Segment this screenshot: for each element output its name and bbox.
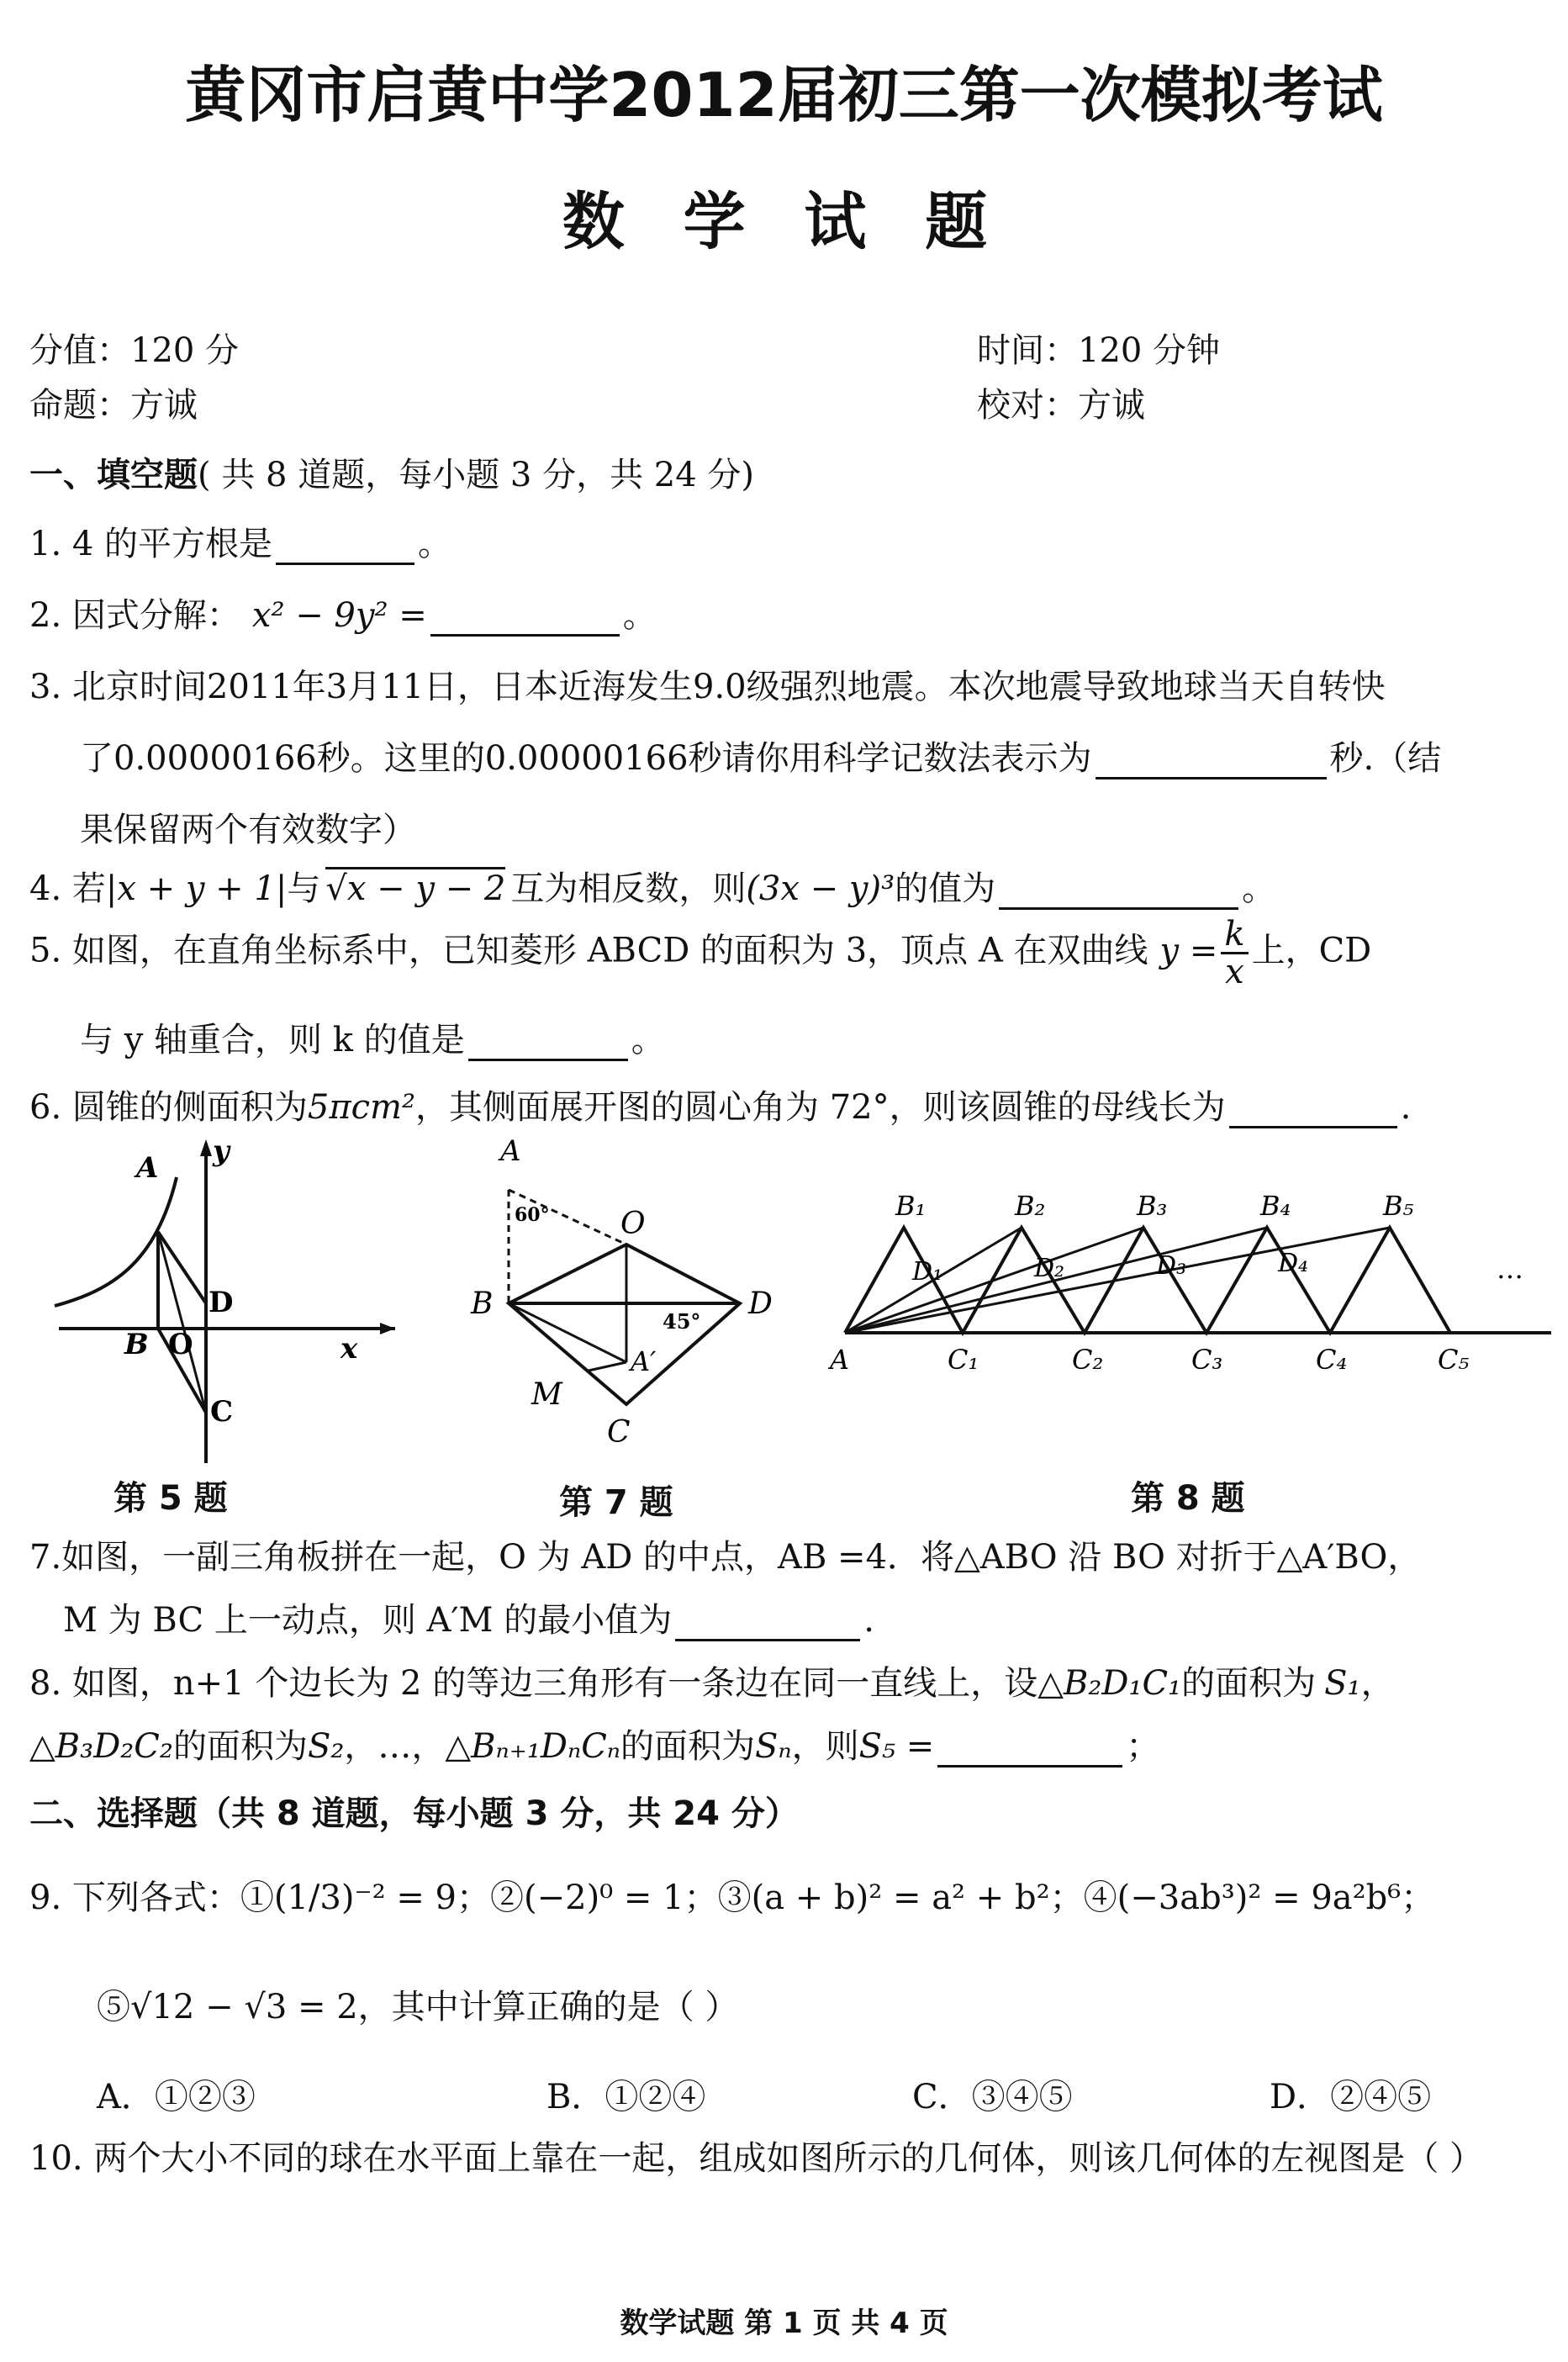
fig8-label-b3: B₃ — [1137, 1190, 1168, 1222]
section1-header — [29, 448, 754, 496]
q3-blank[interactable] — [1095, 745, 1327, 779]
q8-end: ； — [1126, 1727, 1160, 1766]
q8-comma: ， — [1360, 1664, 1395, 1703]
question-9-line1: 9. 下列各式：①(1/3)⁻² = 9；②(−2)⁰ = 1；③(a + b)² = a² + b²；④(−3ab³)² = 9a²b⁶； — [29, 1879, 1435, 1917]
question-3-line2 — [80, 732, 1441, 779]
q5-end1: 上，CD — [1251, 931, 1372, 970]
fig7-label-o: O — [620, 1207, 646, 1241]
fig7-angle-60: 60° — [515, 1204, 550, 1226]
question-9-line2: ⑤√12 − √3 = 2，其中计算正确的是（ ） — [97, 1988, 739, 2026]
fig5-label-c: C — [210, 1395, 234, 1429]
q4-sqrt: √x − y − 2 — [325, 867, 505, 908]
fig8-label-c3: C₃ — [1191, 1344, 1223, 1376]
q4-abs: |x + y + 1| — [105, 869, 288, 908]
q5-text: 5. 如图，在直角坐标系中，已知菱形 ABCD 的面积为 3，顶点 A 在双曲线 — [29, 931, 1148, 970]
page-title: 黄冈市启黄中学2012届初三第一次模拟考试 — [185, 60, 1383, 130]
q8-triangle-1: B₂D₁C₁ — [1063, 1664, 1182, 1703]
figure-5 — [42, 1131, 420, 1467]
q9-option-d[interactable]: D．②④⑤ — [1270, 2078, 1432, 2116]
q5-blank[interactable] — [468, 1027, 628, 1061]
fig8-label-b4: B₄ — [1260, 1190, 1291, 1222]
q8-s5: S₅ = — [858, 1727, 935, 1766]
question-5-line1 — [29, 917, 1371, 990]
q2-blank[interactable] — [430, 602, 620, 637]
q9-option-c[interactable]: C．③④⑤ — [912, 2078, 1073, 2116]
q6-expr: 5πcm² — [307, 1088, 415, 1127]
q4-with: 与 — [287, 869, 321, 908]
question-6 — [29, 1081, 1411, 1128]
q8-triangle-sym: △ — [29, 1727, 55, 1766]
q5-text2: 与 y 轴重合，则 k 的值是 — [80, 1021, 465, 1059]
q4-end: 。 — [1242, 869, 1276, 908]
fig5-label-b: B — [124, 1328, 149, 1361]
q6-end: . — [1400, 1088, 1412, 1127]
q8-sn: Sₙ — [755, 1727, 792, 1766]
fig7-a-prime-m — [589, 1362, 626, 1371]
q6-text: 6. 圆锥的侧面积为 — [29, 1088, 308, 1127]
fig7-label-d: D — [748, 1287, 773, 1321]
q5-end2: 。 — [631, 1021, 665, 1059]
fig8-caption: 第 8 题 — [1131, 1479, 1245, 1518]
question-10: 10. 两个大小不同的球在水平面上靠在一起，组成如图所示的几何体，则该几何体的左视图是（ ） — [29, 2139, 1484, 2178]
q4-expr: (3x − y)³ — [746, 869, 895, 908]
fig7-label-a: A — [500, 1134, 521, 1168]
q4-blank[interactable] — [999, 875, 1238, 910]
q9-option-b[interactable]: B．①②④ — [546, 2078, 706, 2116]
fig8-label-c4: C₄ — [1316, 1344, 1348, 1376]
fig8-label-d2: D₂ — [1034, 1254, 1065, 1283]
q4-text: 4. 若 — [29, 869, 106, 908]
time-info: 时间：120 分钟 — [977, 331, 1221, 370]
fig8-label-d4: D₄ — [1278, 1249, 1309, 1278]
q1-text: 1. 4 的平方根是 — [29, 525, 273, 563]
fig7-label-b: B — [471, 1287, 494, 1321]
page-footer: 数学试题 第 1 页 共 4 页 — [620, 2307, 948, 2340]
fig5-label-y: y — [213, 1134, 230, 1168]
fig8-label-d1: D₁ — [912, 1257, 943, 1287]
q8-triangle-n: Bₙ₊₁DₙCₙ — [471, 1727, 621, 1766]
fig7-label-m: M — [531, 1377, 562, 1412]
fig5-label-x: x — [341, 1332, 358, 1366]
q5-fraction — [1221, 917, 1248, 990]
q3-text: 了0.00000166秒。这里的0.00000166秒请你用科学记数法表示为 — [80, 739, 1092, 778]
fig8-label-b5: B₅ — [1383, 1190, 1414, 1222]
question-8-line2 — [29, 1720, 1159, 1768]
fig7-angle-45: 45° — [663, 1309, 701, 1334]
question-8-line1 — [29, 1657, 1395, 1704]
question-4 — [29, 862, 1275, 910]
q8-blank[interactable] — [937, 1733, 1122, 1768]
q8-triangle-2: B₃D₂C₂ — [55, 1727, 173, 1766]
proofread-info: 校对：方诚 — [977, 386, 1145, 425]
q7-blank[interactable] — [675, 1607, 860, 1641]
q8-text: 8. 如图，n+1 个边长为 2 的等边三角形有一条边在同一直线上，设△ — [29, 1664, 1064, 1703]
fig8-label-b1: B₁ — [895, 1190, 927, 1222]
q5-y-eq: y = — [1159, 931, 1218, 970]
q5-frac-num: k — [1221, 917, 1248, 954]
question-3-line3: 果保留两个有效数字） — [80, 811, 416, 849]
question-7-line1: 7.如图，一副三角板拼在一起，O 为 AD 的中点，AB =4．将△ABO 沿 BO 对折于△A′BO， — [29, 1538, 1422, 1577]
q8-s2: S₂ — [307, 1727, 345, 1766]
fig5-label-o: O — [168, 1328, 193, 1361]
fig8-label-b2: B₂ — [1015, 1190, 1046, 1222]
fig5-diagonal — [158, 1232, 206, 1413]
fig5-label-d: D — [209, 1286, 234, 1319]
q1-blank[interactable] — [276, 531, 414, 565]
fig8-dots: … — [1497, 1253, 1523, 1285]
fig8-label-c5: C₅ — [1438, 1344, 1470, 1376]
fig7-label-c: C — [607, 1415, 631, 1450]
q7-text: M 为 BC 上一动点，则 A′M 的最小值为 — [63, 1601, 673, 1640]
q3-unit: 秒.（结 — [1329, 739, 1442, 778]
fig5-y-arrow — [200, 1139, 212, 1156]
q8-then: ，则 — [791, 1727, 859, 1766]
q8-area-of-2: 的面积为 — [172, 1727, 308, 1766]
figure-8 — [828, 1177, 1568, 1387]
question-5-line2 — [80, 1013, 665, 1061]
fig8-label-a: A — [830, 1344, 850, 1376]
q2-text: 2. 因式分解： — [29, 596, 240, 635]
author-info: 命题：方诚 — [29, 386, 198, 425]
q6-blank[interactable] — [1229, 1094, 1397, 1128]
q8-area-of-n: 的面积为 — [620, 1727, 756, 1766]
section1-heading: 一、填空题 — [29, 456, 198, 494]
question-2 — [29, 589, 657, 637]
q8-ellipsis: ，…，△ — [344, 1727, 472, 1766]
q8-s1: S₁ — [1324, 1664, 1361, 1703]
question-7-line2 — [63, 1593, 874, 1641]
fig5-caption: 第 5 题 — [114, 1479, 228, 1518]
fig8-label-c2: C₂ — [1072, 1344, 1104, 1376]
q6-mid: ，其侧面展开图的圆心角为 72°，则该圆锥的母线长为 — [415, 1088, 1226, 1127]
question-1 — [29, 517, 451, 565]
q4-value: 的值为 — [895, 869, 996, 908]
page-subtitle: 数 学 试 题 — [562, 186, 1006, 258]
q2-end: 。 — [622, 596, 657, 635]
section2-heading: 二、选择题（共 8 道题，每小题 3 分，共 24 分） — [29, 1794, 799, 1833]
fig5-x-arrow — [380, 1323, 395, 1334]
q1-end: 。 — [418, 525, 452, 563]
question-3-line1: 3. 北京时间2011年3月11日，日本近海发生9.0级强烈地震。本次地震导致地球当天自转快 — [29, 668, 1386, 706]
fig8-label-c1: C₁ — [948, 1344, 979, 1376]
q8-area-of: 的面积为 — [1181, 1664, 1317, 1703]
fig7-caption: 第 7 题 — [559, 1483, 673, 1522]
figure-7 — [454, 1127, 790, 1472]
q5-frac-den: x — [1225, 953, 1244, 991]
fig7-label-a-prime: A′ — [631, 1345, 657, 1377]
fig5-label-a: A — [136, 1151, 159, 1185]
q4-mid: 互为相反数，则 — [510, 869, 747, 908]
fig8-label-d3: D₃ — [1156, 1251, 1187, 1281]
q2-expr: x² − 9y² = — [251, 596, 427, 635]
q9-option-a[interactable]: A．①②③ — [97, 2078, 256, 2116]
score-info: 分值：120 分 — [29, 331, 240, 370]
q7-end: . — [863, 1601, 874, 1640]
section1-note: ( 共 8 道题，每小题 3 分，共 24 分) — [198, 456, 755, 494]
